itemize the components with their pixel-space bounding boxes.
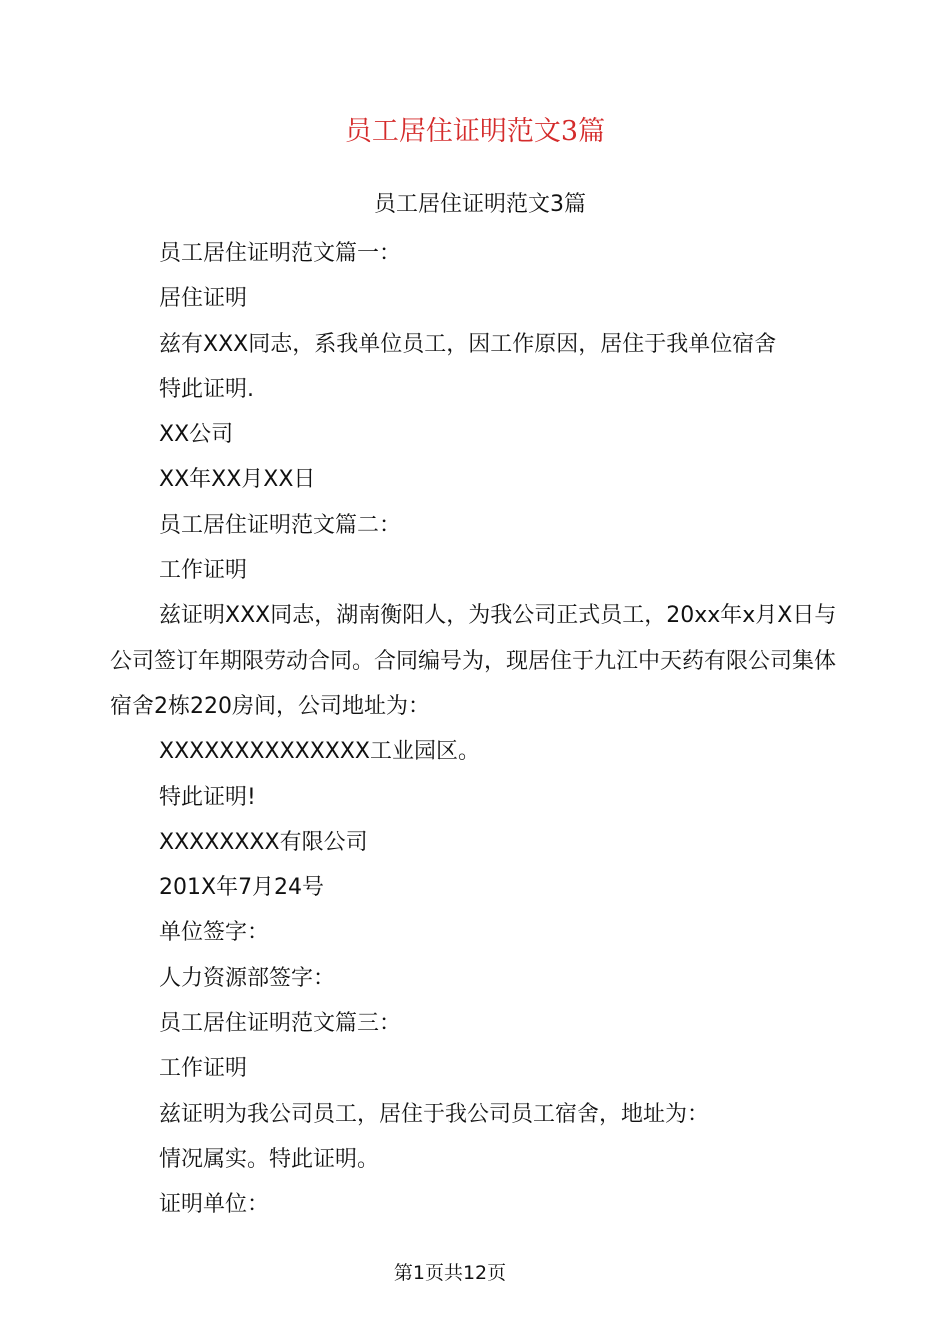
page-number: 第1页共12页 [393, 1262, 507, 1284]
company-name: XXXXXXXX有限公司 [159, 829, 368, 855]
signature-line: 人力资源部签字： [159, 965, 336, 991]
paragraph: 兹证明为我公司员工，居住于我公司员工宿舍，地址为： [159, 1101, 710, 1127]
document-body [110, 231, 840, 1228]
date-line: 201X年7月24号 [159, 875, 325, 901]
document-subtitle: 员工居住证明范文3篇 [374, 192, 586, 217]
paragraph: 兹有XXX同志，系我单位员工，因工作原因，居住于我单位宿舍 [159, 331, 777, 357]
paragraph: 特此证明. [159, 376, 254, 402]
section-heading-3: 员工居住证明范文篇三： [159, 1011, 402, 1037]
paragraph: 情况属实。特此证明。 [159, 1146, 380, 1172]
signature-line: 证明单位： [159, 1192, 270, 1218]
section-heading-1: 员工居住证明范文篇一： [159, 241, 402, 266]
signature-line: 单位签字： [159, 920, 270, 946]
paragraph: 兹证明XXX同志，湖南衡阳人，为我公司正式员工，20xx年x月X日与公司签订年期限劳动合同。合同编号为，现居住于九江中天药有限公司集体宿舍2栋220房间，公司地址为： [110, 603, 837, 719]
certificate-title: 工作证明 [159, 1056, 248, 1082]
paragraph: XXXXXXXXXXXXXX工业园区。 [159, 739, 480, 765]
section-heading-2: 员工居住证明范文篇二： [159, 512, 402, 538]
certificate-title: 居住证明 [159, 286, 248, 312]
document-title: 员工居住证明范文3篇 [344, 116, 606, 147]
certificate-title: 工作证明 [159, 558, 248, 584]
paragraph: 特此证明! [159, 784, 256, 810]
date-line: XX年XX月XX日 [159, 467, 316, 493]
company-name: XX公司 [159, 422, 234, 448]
